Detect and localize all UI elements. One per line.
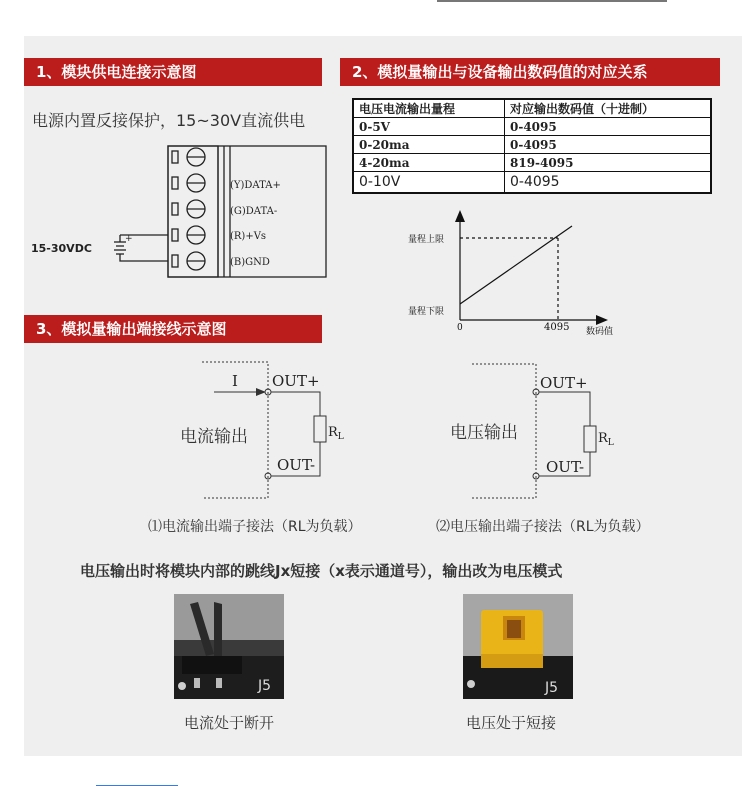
board-label: J5 (258, 678, 272, 694)
terminal-screw-5 (172, 252, 205, 270)
supply-label: 15-30VDC (31, 242, 92, 255)
output-mapping-table (352, 98, 712, 194)
lower-limit-label: 量程下限 (408, 307, 445, 317)
table-row (353, 136, 711, 154)
table-row (353, 118, 711, 136)
resistor-label: $R_L$ (328, 425, 344, 442)
terminal-label-2: (G)DATA- (230, 206, 278, 217)
y-axis-arrow-icon (455, 210, 465, 222)
table-cell: 4-20ma (353, 154, 505, 172)
section-2-header: 2、模拟量输出与设备输出数码值的对应关系 (340, 58, 720, 86)
jumper-shorted-photo (463, 594, 573, 699)
table-cell: 0-4095 (505, 172, 712, 194)
terminal-screw-1 (172, 148, 205, 166)
terminal-label-4: (B)GND (230, 257, 270, 268)
section-3-header: 3、模拟量输出端接线示意图 (24, 315, 322, 343)
table-header-range: 电压电流输出量程 (353, 99, 505, 118)
open-caption: 电流处于断开 (184, 714, 275, 732)
power-description: 电源内置反接保护，15~30V直流供电 (32, 111, 306, 130)
voltage-output-label: 电压输出 (450, 423, 518, 443)
power-connection-diagram (28, 140, 328, 285)
x-axis-label: 数码值 (586, 327, 614, 337)
terminal-screw-4 (172, 226, 205, 244)
current-input-label: I (232, 372, 238, 390)
out-plus-label: OUT+ (272, 372, 320, 390)
current-diagram-caption: ⑴电流输出端子接法（RL为负载） (148, 519, 362, 535)
short-caption: 电压处于短接 (466, 714, 557, 732)
range-mapping-graph (400, 208, 640, 338)
board-label: J5 (545, 680, 559, 696)
out-minus-label: OUT- (546, 458, 585, 476)
jumper-open-photo (174, 594, 284, 699)
table-cell: 0-4095 (505, 136, 712, 154)
current-output-label: 电流输出 (180, 427, 248, 447)
terminal-screw-2 (172, 174, 205, 192)
table-cell: 0-10V (353, 172, 505, 194)
table-header-value: 对应输出数码值（十进制） (505, 99, 712, 118)
x-axis-arrow-icon (596, 315, 608, 325)
terminal-label-3: (R)+Vs (230, 231, 267, 242)
x-tick-label: 4095 (544, 322, 570, 333)
table-cell: 819-4095 (505, 154, 712, 172)
load-resistor (314, 416, 326, 442)
origin-label: 0 (457, 323, 463, 333)
out-minus-label: OUT- (277, 456, 316, 474)
table-header-row (353, 99, 711, 118)
plus-sign-icon: + (125, 234, 133, 244)
terminal-label-1: (Y)DATA+ (230, 180, 281, 191)
terminal-screw-3 (172, 200, 205, 218)
jumper-instruction: 电压输出时将模块内部的跳线Jx短接（x表示通道号），输出改为电压模式 (80, 562, 563, 580)
current-arrow-icon (256, 388, 266, 396)
load-resistor (584, 426, 596, 452)
table-cell: 0-5V (353, 118, 505, 136)
table-row (353, 154, 711, 172)
voltage-diagram-caption: ⑵电压输出端子接法（RL为负载） (436, 519, 650, 535)
resistor-label: $R_L$ (598, 431, 614, 448)
upper-limit-label: 量程上限 (408, 235, 445, 245)
top-divider (437, 0, 667, 2)
table-cell: 0-20ma (353, 136, 505, 154)
section-1-header: 1、模块供电连接示意图 (24, 58, 322, 86)
table-row (353, 172, 711, 194)
out-plus-label: OUT+ (540, 374, 588, 392)
table-cell: 0-4095 (505, 118, 712, 136)
